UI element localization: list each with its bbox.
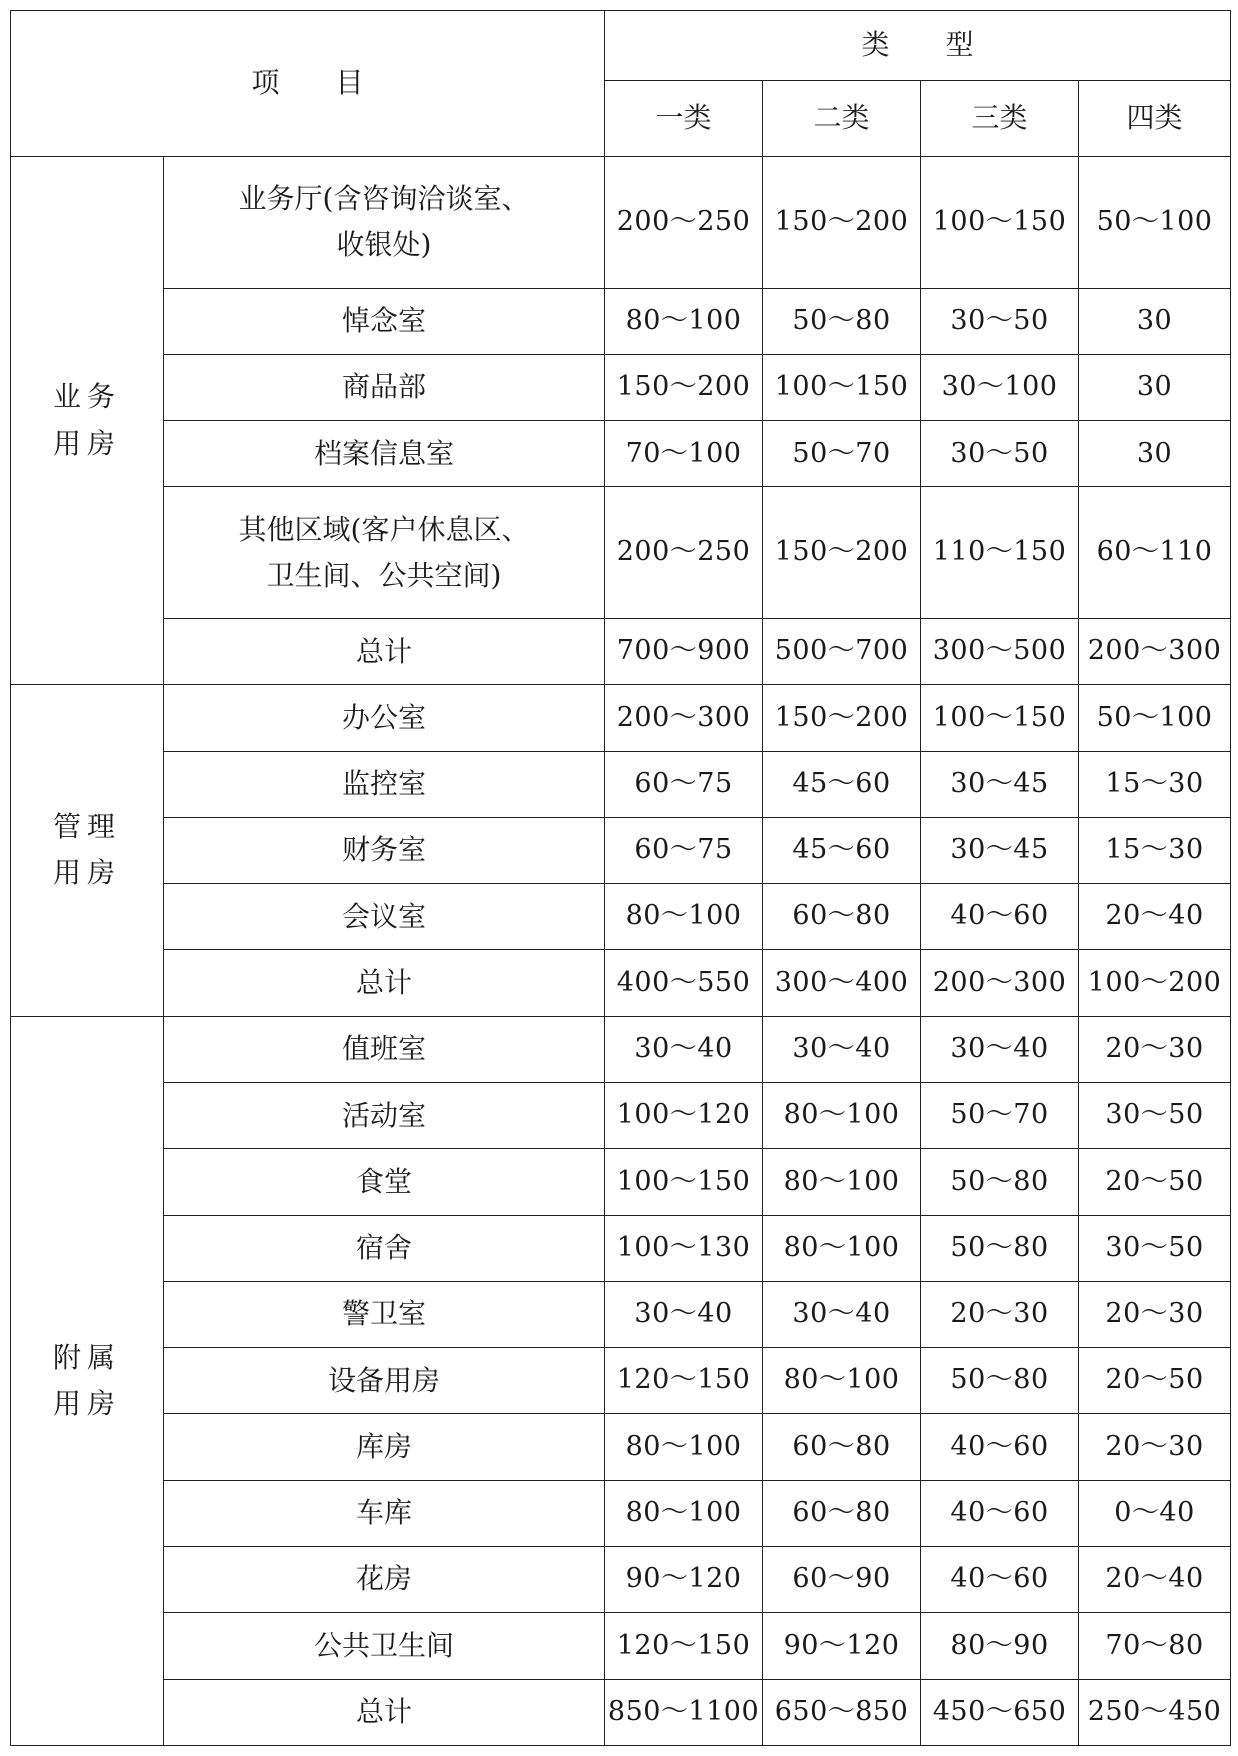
value-cell: 20～50 [1079, 1348, 1231, 1414]
item-cell: 设备用房 [164, 1348, 605, 1414]
value-cell: 80～100 [763, 1215, 921, 1281]
value-cell: 40～60 [921, 1546, 1079, 1612]
value-cell: 45～60 [763, 817, 921, 883]
table-row [11, 288, 1231, 354]
value-cell: 60～90 [763, 1546, 921, 1612]
value-cell: 100～200 [1079, 950, 1231, 1016]
value-cell: 60～80 [763, 1414, 921, 1480]
col-header-2: 二类 [763, 81, 921, 157]
item-cell: 宿舍 [164, 1215, 605, 1281]
value-cell: 30～100 [921, 354, 1079, 420]
table-row [11, 1348, 1231, 1414]
value-cell: 30～50 [921, 288, 1079, 354]
item-line1: 其他区域(客户休息区、 [238, 512, 530, 546]
item-cell: 总计 [164, 950, 605, 1016]
table-row [11, 1613, 1231, 1679]
value-cell: 45～60 [763, 751, 921, 817]
value-cell: 20～30 [1079, 1414, 1231, 1480]
value-cell: 30～40 [763, 1016, 921, 1082]
value-cell: 30～40 [763, 1281, 921, 1347]
value-cell: 150～200 [763, 685, 921, 751]
group-label-line1: 管理 [52, 810, 121, 844]
value-cell: 0～40 [1079, 1480, 1231, 1546]
value-cell: 50～100 [1079, 157, 1231, 289]
value-cell: 20～40 [1079, 1546, 1231, 1612]
item-cell: 公共卫生间 [164, 1613, 605, 1679]
value-cell: 80～100 [763, 1149, 921, 1215]
value-cell: 200～250 [605, 487, 763, 619]
value-cell: 50～70 [921, 1082, 1079, 1148]
value-cell: 50～80 [921, 1348, 1079, 1414]
item-cell: 商品部 [164, 354, 605, 420]
value-cell: 120～150 [605, 1613, 763, 1679]
value-cell: 200～300 [921, 950, 1079, 1016]
value-cell: 50～70 [763, 421, 921, 487]
table-row [11, 1016, 1231, 1082]
value-cell: 20～40 [1079, 884, 1231, 950]
value-cell: 150～200 [605, 354, 763, 420]
value-cell: 250～450 [1079, 1679, 1231, 1746]
table-row [11, 421, 1231, 487]
value-cell: 100～150 [763, 354, 921, 420]
value-cell: 80～90 [921, 1613, 1079, 1679]
item-cell: 悼念室 [164, 288, 605, 354]
value-cell: 80～100 [763, 1348, 921, 1414]
table-row [11, 1215, 1231, 1281]
value-cell: 100～150 [605, 1149, 763, 1215]
value-cell: 70～80 [1079, 1613, 1231, 1679]
item-cell: 总计 [164, 619, 605, 685]
value-cell: 90～120 [763, 1613, 921, 1679]
item-line2: 卫生间、公共空间) [266, 558, 502, 592]
col-header-1: 一类 [605, 81, 763, 157]
col-header-4: 四类 [1079, 81, 1231, 157]
value-cell: 650～850 [763, 1679, 921, 1746]
item-line1: 业务厅(含咨询洽谈室、 [238, 182, 530, 216]
table-row [11, 354, 1231, 420]
group-label-auxiliary [11, 1016, 164, 1745]
table-row [11, 1082, 1231, 1148]
value-cell: 60～80 [763, 1480, 921, 1546]
value-cell: 50～80 [763, 288, 921, 354]
item-cell: 财务室 [164, 817, 605, 883]
value-cell: 100～130 [605, 1215, 763, 1281]
value-cell: 50～80 [921, 1215, 1079, 1281]
value-cell: 80～100 [605, 288, 763, 354]
value-cell: 60～75 [605, 817, 763, 883]
item-cell [164, 157, 605, 289]
value-cell: 110～150 [921, 487, 1079, 619]
item-cell: 活动室 [164, 1082, 605, 1148]
item-cell: 总计 [164, 1679, 605, 1746]
value-cell: 300～400 [763, 950, 921, 1016]
value-cell: 200～300 [1079, 619, 1231, 685]
item-cell: 花房 [164, 1546, 605, 1612]
value-cell: 40～60 [921, 1414, 1079, 1480]
value-cell: 150～200 [763, 157, 921, 289]
value-cell: 80～100 [605, 884, 763, 950]
value-cell: 40～60 [921, 884, 1079, 950]
value-cell: 850～1100 [605, 1679, 763, 1746]
table-row [11, 950, 1231, 1016]
item-cell [164, 487, 605, 619]
table-row [11, 1149, 1231, 1215]
item-cell: 车库 [164, 1480, 605, 1546]
value-cell: 50～80 [921, 1149, 1079, 1215]
value-cell: 100～150 [921, 685, 1079, 751]
value-cell: 700～900 [605, 619, 763, 685]
value-cell: 20～30 [1079, 1281, 1231, 1347]
value-cell: 30～45 [921, 751, 1079, 817]
value-cell: 60～110 [1079, 487, 1231, 619]
value-cell: 30～45 [921, 817, 1079, 883]
group-label-management [11, 685, 164, 1016]
col-header-3: 三类 [921, 81, 1079, 157]
item-cell: 档案信息室 [164, 421, 605, 487]
group-label-line2: 用房 [52, 856, 121, 890]
group-label-business [11, 157, 164, 685]
item-cell: 库房 [164, 1414, 605, 1480]
value-cell: 30～40 [605, 1281, 763, 1347]
item-header: 项 目 [11, 11, 605, 157]
table-row [11, 817, 1231, 883]
value-cell: 450～650 [921, 1679, 1079, 1746]
value-cell: 15～30 [1079, 751, 1231, 817]
group-label-line2: 用房 [52, 426, 121, 460]
value-cell: 30～40 [921, 1016, 1079, 1082]
table-row [11, 685, 1231, 751]
value-cell: 30～40 [605, 1016, 763, 1082]
table-row [11, 1546, 1231, 1612]
value-cell: 30～50 [1079, 1215, 1231, 1281]
table-row [11, 619, 1231, 685]
value-cell: 60～75 [605, 751, 763, 817]
value-cell: 80～100 [763, 1082, 921, 1148]
table-row [11, 1414, 1231, 1480]
table-row [11, 1679, 1231, 1746]
item-cell: 监控室 [164, 751, 605, 817]
value-cell: 30～50 [1079, 1082, 1231, 1148]
table-row [11, 1281, 1231, 1347]
item-cell: 会议室 [164, 884, 605, 950]
value-cell: 100～150 [921, 157, 1079, 289]
value-cell: 20～30 [921, 1281, 1079, 1347]
value-cell: 200～300 [605, 685, 763, 751]
item-cell: 警卫室 [164, 1281, 605, 1347]
value-cell: 30～50 [921, 421, 1079, 487]
value-cell: 40～60 [921, 1480, 1079, 1546]
value-cell: 70～100 [605, 421, 763, 487]
value-cell: 50～100 [1079, 685, 1231, 751]
value-cell: 150～200 [763, 487, 921, 619]
value-cell: 80～100 [605, 1414, 763, 1480]
value-cell: 300～500 [921, 619, 1079, 685]
value-cell: 120～150 [605, 1348, 763, 1414]
type-header: 类 型 [605, 11, 1231, 81]
item-line2: 收银处) [336, 228, 432, 262]
value-cell: 200～250 [605, 157, 763, 289]
value-cell: 20～30 [1079, 1016, 1231, 1082]
value-cell: 60～80 [763, 884, 921, 950]
table-row [11, 751, 1231, 817]
value-cell: 30 [1079, 288, 1231, 354]
table-row [11, 157, 1231, 289]
value-cell: 80～100 [605, 1480, 763, 1546]
item-cell: 值班室 [164, 1016, 605, 1082]
value-cell: 15～30 [1079, 817, 1231, 883]
group-label-line1: 业务 [52, 380, 121, 414]
group-label-line2: 用房 [52, 1386, 121, 1420]
value-cell: 400～550 [605, 950, 763, 1016]
room-area-table [10, 10, 1231, 1746]
value-cell: 20～50 [1079, 1149, 1231, 1215]
value-cell: 30 [1079, 354, 1231, 420]
item-cell: 办公室 [164, 685, 605, 751]
value-cell: 500～700 [763, 619, 921, 685]
value-cell: 30 [1079, 421, 1231, 487]
group-label-line1: 附属 [52, 1340, 121, 1374]
table-row [11, 487, 1231, 619]
value-cell: 90～120 [605, 1546, 763, 1612]
table-row [11, 884, 1231, 950]
table-row [11, 1480, 1231, 1546]
item-cell: 食堂 [164, 1149, 605, 1215]
value-cell: 100～120 [605, 1082, 763, 1148]
